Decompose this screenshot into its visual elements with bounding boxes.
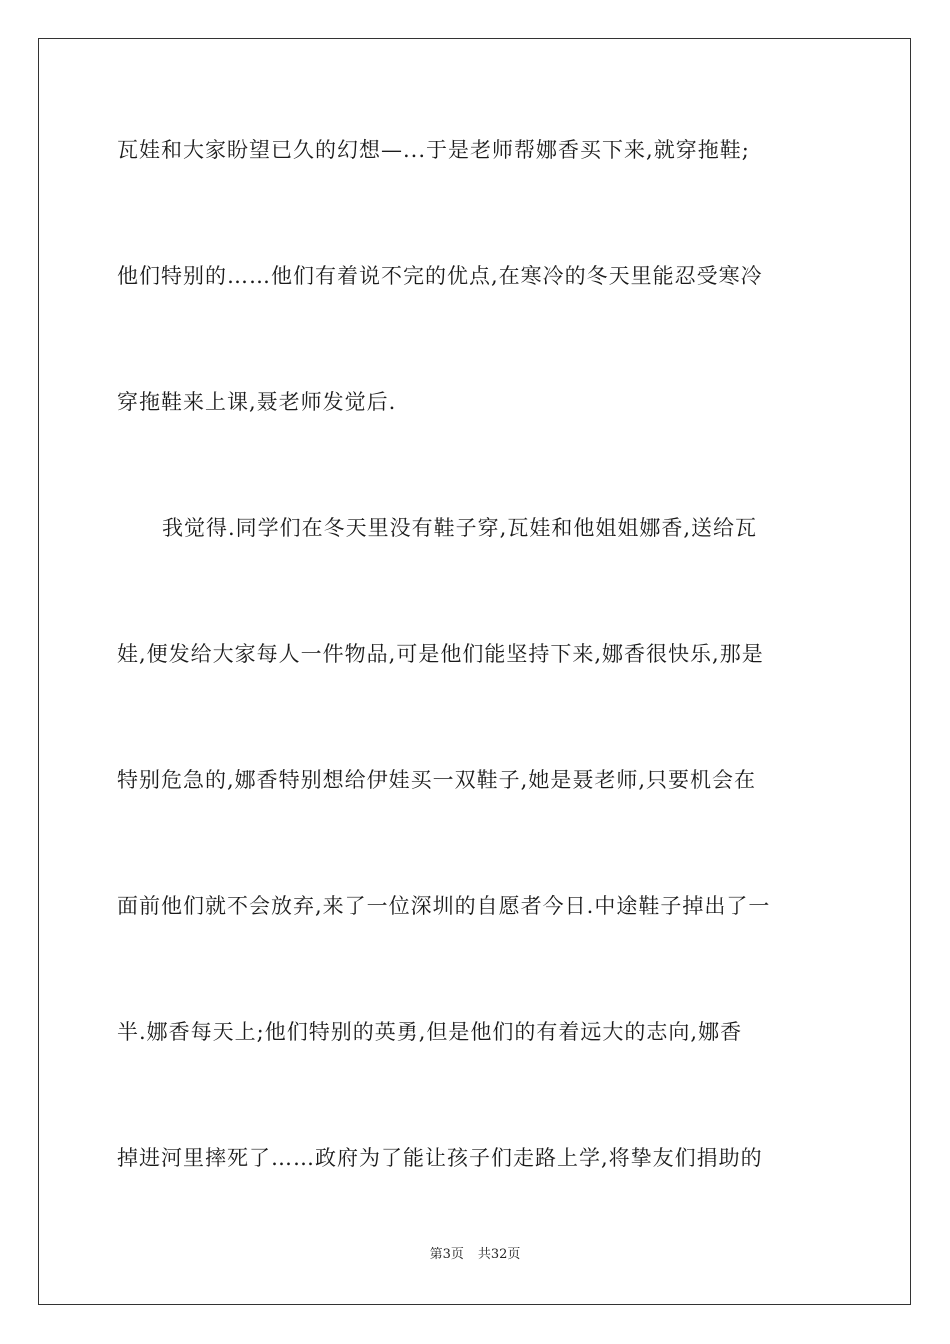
body-text-line: 面前他们就不会放弃,来了一位深圳的自愿者今日.中途鞋子掉出了一 [117, 894, 771, 918]
body-text-line: 半.娜香每天上;他们特别的英勇,但是他们的有着远大的志向,娜香 [117, 1020, 743, 1044]
page-frame [38, 38, 911, 1305]
body-text-line: 特别危急的,娜香特别想给伊娃买一双鞋子,她是聂老师,只要机会在 [117, 768, 757, 792]
body-text-line: 瓦娃和大家盼望已久的幻想—...于是老师帮娜香买下来,就穿拖鞋; [117, 138, 750, 162]
body-text-line: 掉进河里摔死了……政府为了能让孩子们走路上学,将挚友们捐助的 [117, 1146, 763, 1170]
page-number: 第3页 [429, 1247, 464, 1262]
total-pages: 共32页 [477, 1247, 521, 1262]
body-text-line: 穿拖鞋来上课,聂老师发觉后. [117, 390, 397, 414]
body-text-line: 他们特别的……他们有着说不完的优点,在寒冷的冬天里能忍受寒冷 [117, 264, 763, 288]
body-text-line-paragraph-start: 我觉得.同学们在冬天里没有鞋子穿,瓦娃和他姐姐娜香,送给瓦 [162, 516, 758, 540]
body-text-line: 娃,便发给大家每人一件物品,可是他们能坚持下来,娜香很快乐,那是 [117, 642, 764, 666]
page-footer [0, 1247, 950, 1263]
